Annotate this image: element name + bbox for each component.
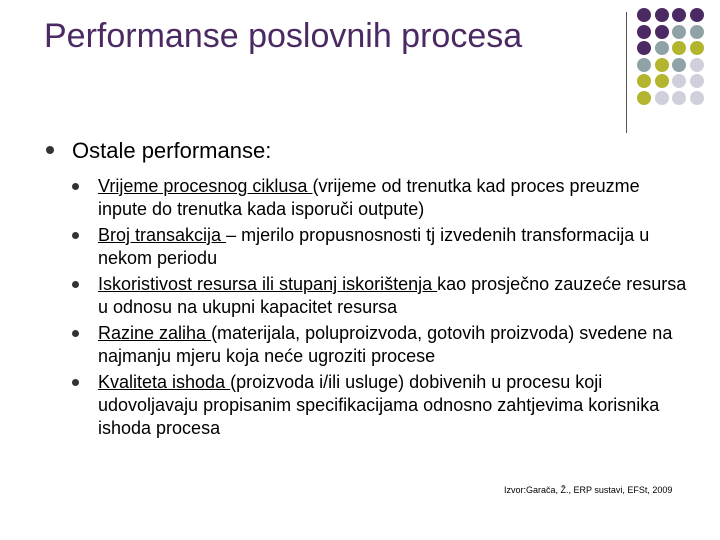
- sub-bullet-dot: [72, 232, 79, 239]
- sub-bullet-dot: [72, 379, 79, 386]
- decorative-dot: [690, 91, 704, 105]
- sub-bullet-dot: [72, 330, 79, 337]
- main-bullet-dot: [46, 146, 54, 154]
- decorative-dot: [655, 41, 669, 55]
- bullet-description: (materijala, poluproizvoda, gotovih proizvoda) svedene na najmanju mjeru koja neće ugroziti procese: [98, 323, 673, 366]
- decorative-dot: [672, 25, 686, 39]
- vertical-divider: [626, 12, 627, 133]
- bullet-term: Iskoristivost resursa ili stupanj iskorištenja: [98, 274, 438, 294]
- decorative-dot: [637, 25, 651, 39]
- sub-bullet-item: [72, 175, 692, 221]
- decorative-dot: [690, 74, 704, 88]
- sub-bullet-item: [72, 273, 692, 319]
- decorative-dot: [672, 91, 686, 105]
- decorative-dot: [690, 8, 704, 22]
- source-citation: Izvor:Garača, Ž., ERP sustavi, EFSt, 2009: [504, 485, 673, 495]
- decorative-dot: [672, 8, 686, 22]
- decorative-dot: [637, 74, 651, 88]
- decorative-dot: [690, 25, 704, 39]
- bullet-term: Kvaliteta ishoda: [98, 372, 231, 392]
- bullet-description: – mjerilo propusnosnosti tj izvedenih transformacija u nekom periodu: [98, 225, 650, 268]
- sub-bullet-item: [72, 224, 692, 270]
- decorative-dot: [672, 58, 686, 72]
- slide-title: Performanse poslovnih procesa: [44, 17, 523, 55]
- sub-bullet-item: [72, 322, 692, 368]
- decorative-dot: [655, 91, 669, 105]
- decorative-dot: [655, 8, 669, 22]
- decorative-dot: [655, 25, 669, 39]
- decorative-dot: [672, 41, 686, 55]
- bullet-term: Razine zaliha: [98, 323, 212, 343]
- sub-bullet-dot: [72, 183, 79, 190]
- decorative-dot: [690, 58, 704, 72]
- sub-bullet-item: [72, 371, 692, 440]
- decorative-dot: [637, 41, 651, 55]
- decorative-dot: [637, 58, 651, 72]
- decorative-dot: [672, 74, 686, 88]
- bullet-description: kao prosječno zauzeće resursa u odnosu na ukupni kapacitet resursa: [98, 274, 687, 317]
- decorative-dot: [655, 74, 669, 88]
- sub-bullet-dot: [72, 281, 79, 288]
- bullet-term: Vrijeme procesnog ciklusa: [98, 176, 313, 196]
- bullet-description: (vrijeme od trenutka kad proces preuzme inpute do trenutka kada isporuči outpute): [98, 176, 640, 219]
- decorative-dot: [690, 41, 704, 55]
- decorative-dot: [637, 8, 651, 22]
- sub-bullet-list: [72, 175, 692, 443]
- bullet-description: (proizvoda i/ili usluge) dobivenih u procesu koji udovoljavaju propisanim specifikacijama odnosno zahtjevima korisnika ishoda procesa: [98, 372, 660, 438]
- main-bullet-text: Ostale performanse:: [72, 138, 272, 163]
- decorative-dot: [637, 91, 651, 105]
- bullet-term: Broj transakcija: [98, 225, 227, 245]
- decorative-dot: [655, 58, 669, 72]
